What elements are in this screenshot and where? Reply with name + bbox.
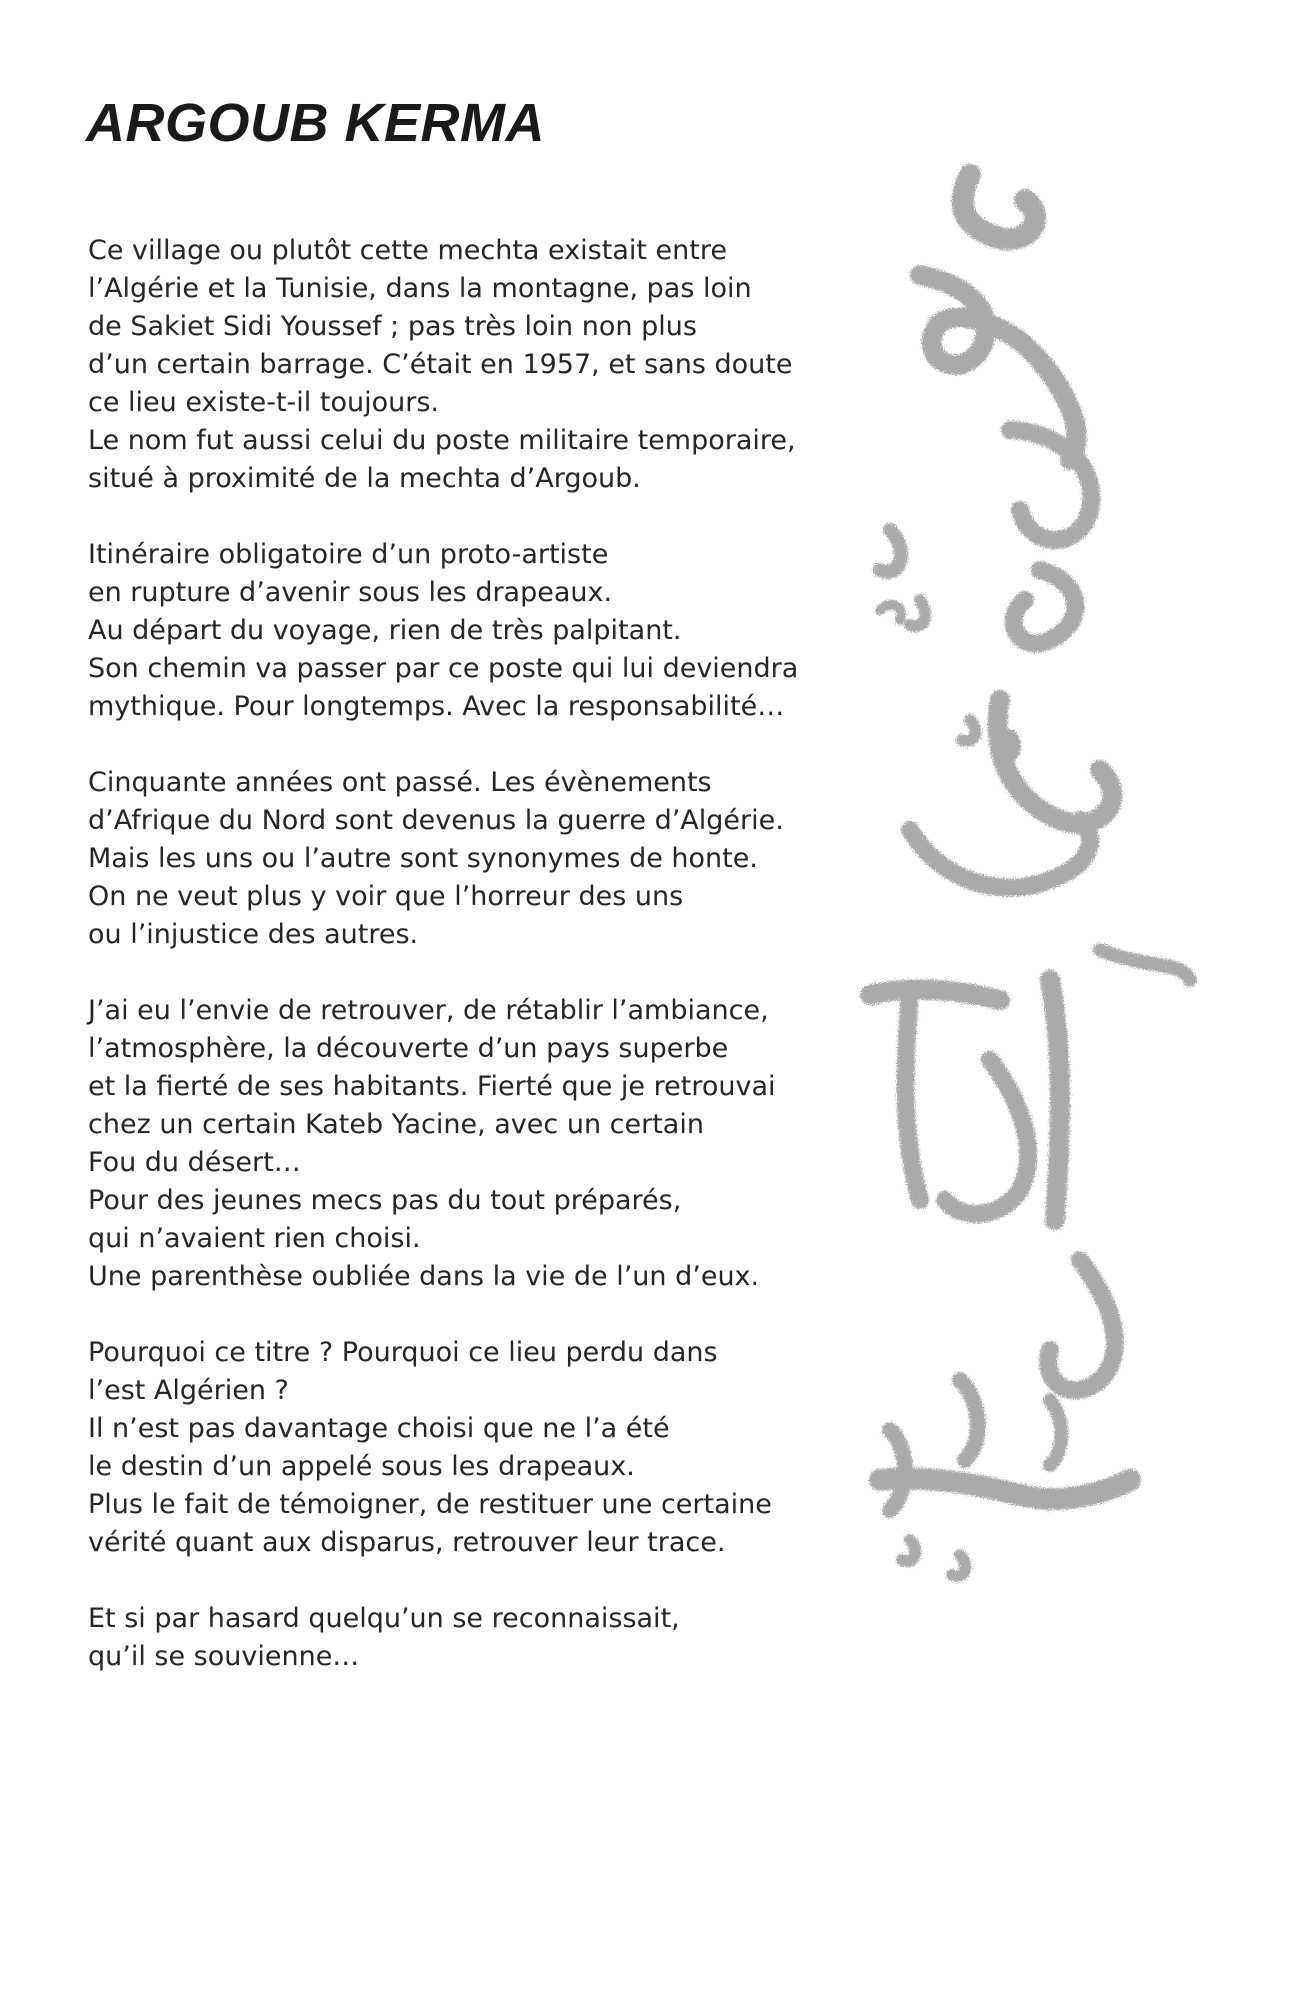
text-line: Itinéraire obligatoire d’un proto-artiste	[88, 539, 609, 570]
page-title: ARGOUB KERMA	[86, 93, 545, 153]
paragraph	[88, 536, 848, 726]
text-line: Pourquoi ce titre ? Pourquoi ce lieu perdu dans	[88, 1337, 718, 1368]
text-line: situé à proximité de la mechta d’Argoub.	[88, 463, 641, 494]
text-line: ce lieu existe-t-il toujours.	[88, 387, 439, 418]
text-line: Mais les uns ou l’autre sont synonymes de honte.	[88, 843, 758, 874]
text-line: l’Algérie et la Tunisie, dans la montagne, pas loin	[88, 273, 752, 304]
text-line: le destin d’un appelé sous les drapeaux.	[88, 1451, 635, 1482]
body-text	[88, 232, 848, 1714]
text-line: ou l’injustice des autres.	[88, 919, 419, 950]
text-line: J’ai eu l’envie de retrouver, de rétablir l’ambiance,	[88, 995, 769, 1026]
paragraph	[88, 1600, 848, 1676]
text-line: chez un certain Kateb Yacine, avec un certain	[88, 1109, 704, 1140]
paragraph	[88, 764, 848, 954]
text-line: de Sakiet Sidi Youssef ; pas très loin non plus	[88, 311, 697, 342]
text-line: Pour des jeunes mecs pas du tout préparés,	[88, 1185, 682, 1216]
text-line: qui n’avaient rien choisi.	[88, 1223, 421, 1254]
paragraph	[88, 232, 848, 498]
text-line: mythique. Pour longtemps. Avec la responsabilité…	[88, 691, 785, 722]
text-line: l’est Algérien ?	[88, 1375, 289, 1406]
text-line: en rupture d’avenir sous les drapeaux.	[88, 577, 613, 608]
text-line: Et si par hasard quelqu’un se reconnaissait,	[88, 1603, 680, 1634]
text-line: d’Afrique du Nord sont devenus la guerre d’Algérie.	[88, 805, 784, 836]
text-line: Fou du désert…	[88, 1147, 301, 1178]
text-line: On ne veut plus y voir que l’horreur des uns	[88, 881, 684, 912]
text-line: l’atmosphère, la découverte d’un pays superbe	[88, 1033, 729, 1064]
text-line: et la fierté de ses habitants. Fierté que je retrouvai	[88, 1071, 776, 1102]
text-line: Cinquante années ont passé. Les évènements	[88, 767, 712, 798]
paragraph	[88, 992, 848, 1296]
text-line: Une parenthèse oubliée dans la vie de l’un d’eux.	[88, 1261, 760, 1292]
text-line: Au départ du voyage, rien de très palpitant.	[88, 615, 682, 646]
text-line: Son chemin va passer par ce poste qui lui deviendra	[88, 653, 799, 684]
paragraph	[88, 1334, 848, 1562]
text-line: Il n’est pas davantage choisi que ne l’a été	[88, 1413, 670, 1444]
text-line: Plus le fait de témoigner, de restituer une certaine	[88, 1489, 772, 1520]
arabic-calligraphy-icon	[850, 100, 1230, 1620]
text-line: Le nom fut aussi celui du poste militaire temporaire,	[88, 425, 796, 456]
text-line: Ce village ou plutôt cette mechta existait entre	[88, 235, 727, 266]
text-line: d’un certain barrage. C’était en 1957, et sans doute	[88, 349, 793, 380]
text-line: qu’il se souvienne…	[88, 1641, 360, 1672]
text-line: vérité quant aux disparus, retrouver leur trace.	[88, 1527, 726, 1558]
